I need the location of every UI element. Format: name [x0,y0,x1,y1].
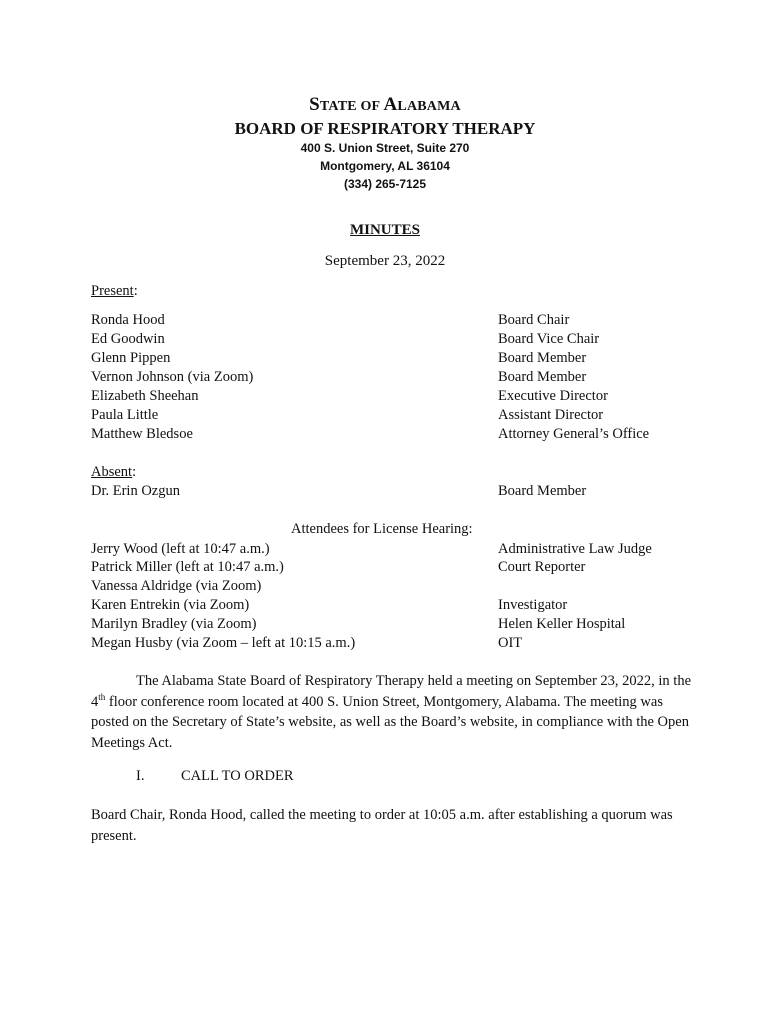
section-title: CALL TO ORDER [181,768,294,784]
present-role: Board Chair [498,312,570,328]
present-label: Present: [91,283,138,299]
attendees-heading: Attendees for License Hearing: [291,521,473,537]
attendee-role: OIT [498,635,523,651]
attendee-name: Marilyn Bradley (via Zoom) [91,616,257,632]
meeting-date: September 23, 2022 [324,253,446,269]
attendee-role: Court Reporter [498,559,586,575]
present-role: Assistant Director [498,407,604,423]
intro-paragraph: The Alabama State Board of Respiratory Therapy held a meeting on September 23, 2022, in the 4th floor conference room located at 400 S. Union Street, Montgomery, Alabama. The meeting was posted on the Secretary of State’s website, as well as the Board’s website, in compliance with the Open Meetings Act. [91,673,692,751]
attendee-role: Investigator [498,597,568,613]
present-role: Board Member [498,350,587,366]
board-title: BOARD OF RESPIRATORY THERAPY [234,119,536,138]
present-name: Ed Goodwin [91,331,165,347]
present-role: Board Member [498,369,587,385]
attendee-name: Vanessa Aldridge (via Zoom) [91,578,262,594]
state-title: STATE OF ALABAMA [309,94,461,115]
attendee-role: Helen Keller Hospital [498,616,626,632]
attendee-role: Administrative Law Judge [498,541,652,557]
address-city: Montgomery, AL 36104 [320,159,450,173]
present-role: Executive Director [498,388,608,404]
present-name: Ronda Hood [91,312,165,328]
minutes-title: MINUTES [349,222,420,238]
present-name: Glenn Pippen [91,350,171,366]
attendee-name: Patrick Miller (left at 10:47 a.m.) [91,559,284,575]
absent-label: Absent: [91,464,137,480]
present-name: Matthew Bledsoe [91,426,193,442]
call-to-order-paragraph: Board Chair, Ronda Hood, called the meeting to order at 10:05 a.m. after establishing a quorum was present. [91,807,673,844]
absent-name: Dr. Erin Ozgun [91,483,180,499]
address-street: 400 S. Union Street, Suite 270 [300,141,470,155]
present-name: Paula Little [91,407,159,423]
attendee-name: Karen Entrekin (via Zoom) [91,597,250,613]
present-role: Board Vice Chair [498,331,600,347]
present-name: Elizabeth Sheehan [91,388,199,404]
address-phone: (334) 265-7125 [343,177,427,191]
attendee-name: Megan Husby (via Zoom – left at 10:15 a.m.) [91,635,356,651]
absent-role: Board Member [498,483,587,499]
attendee-name: Jerry Wood (left at 10:47 a.m.) [91,541,270,557]
present-name: Vernon Johnson (via Zoom) [91,369,254,385]
section-numeral: I. [136,768,145,784]
present-role: Attorney General’s Office [498,426,650,442]
